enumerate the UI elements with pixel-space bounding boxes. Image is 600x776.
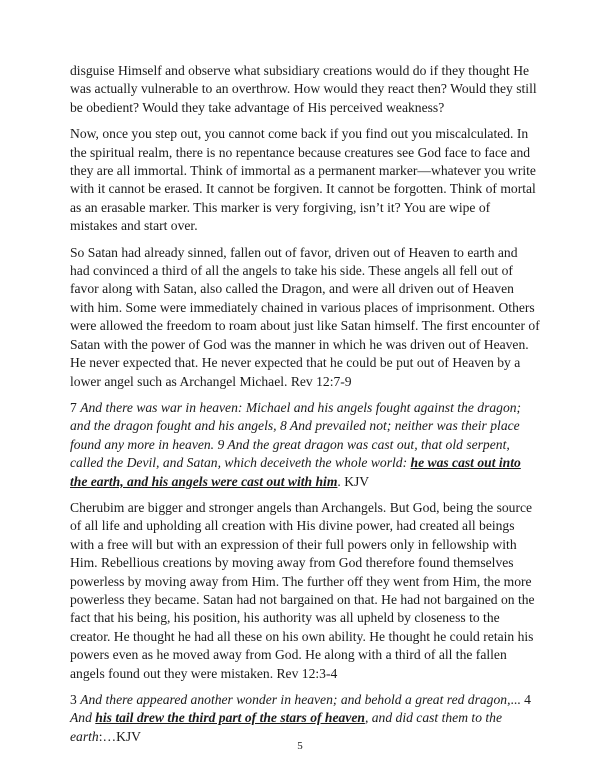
verse-text-b: And (70, 710, 96, 726)
scripture-quote-rev-12-7-9 (70, 399, 540, 491)
verse-citation: . KJV (337, 473, 370, 489)
paragraph-4: Cherubim are bigger and stronger angels than Archangels. But God, being the source of all life and upholding all creation with His divine power, had created all beings with a free will but with an expression of their full powers only in fellowship with Him. Rebellious creations by moving away from God therefore found themselves powerless by moving away from Him. The further off they went from Him, the more powerless they became. Satan had not bargained on that. He had not bargained on the fact that his being, his position, his authority was all upheld by closeness to the creator. He thought he had all these on his own ability. He thought he could retain his powers even as he moved away from God. He along with a third of all the fallen angels found out they were mistaken. Rev 12:3-4 (70, 499, 535, 681)
verse-text-c: , and did cast them to the earth (70, 710, 502, 744)
verse-text-a: And there appeared another wonder in heaven; and behold a great red dragon (80, 692, 508, 707)
verse-emphasis: he was cast out into the earth, and his angels were cast out with him (70, 455, 521, 489)
scripture-quote-rev-12-3-4 (70, 691, 540, 746)
paragraph-2: Now, once you step out, you cannot come back if you find out you miscalculated. In the spiritual realm, there is no repentance because creatures see God face to face and they are all immortal. Think of immortal as a permanent marker—whatever you write with it cannot be erased. It cannot be forgiven. It cannot be forgotten. Think of mortal as an erasable marker. This marker is very forgiving, isn’t it? You are wipe of mistakes and start over. (70, 126, 536, 234)
document-body (70, 62, 540, 754)
paragraph-1: disguise Himself and observe what subsidiary creations would do if they thought He was actually vulnerable to an overthrow. How would they react then? Would they still be obedient? Would they take advantage of His perceived weakness? (70, 63, 537, 115)
verse-text: And there was war in heaven: Michael and his angels fought against the dragon; and the dragon fought and his angels, 8 And prevailed not; neither was their place found any more in heaven. 9 And the great dragon was cast out, that old serpent, called the Devil, and Satan, which deceiveth the whole world: (70, 399, 522, 471)
verse-citation: :…KJV (98, 728, 141, 744)
verse-number: 3 (70, 692, 81, 707)
verse-mid: ,... 4 (507, 692, 531, 707)
verse-emphasis: his tail drew the third part of the stars of heaven (95, 710, 365, 726)
paragraph-3: So Satan had already sinned, fallen out of favor, driven out of Heaven to earth and had convinced a third of all the angels to take his side. These angels all fell out of favor along with Satan, also called the Dragon, and were all driven out of Heaven with him. Some were immediately chained in various places of imprisonment. Others were allowed the freedom to roam about just like Satan himself. The first encounter of Satan with the power of God was the manner in which he was driven out of Heaven. He never expected that. He never expected that he could be put out of Heaven by a lower angel such as Archangel Michael. Rev 12:7-9 (70, 244, 540, 389)
page-number: 5 (297, 740, 303, 752)
verse-number: 7 (70, 399, 81, 415)
